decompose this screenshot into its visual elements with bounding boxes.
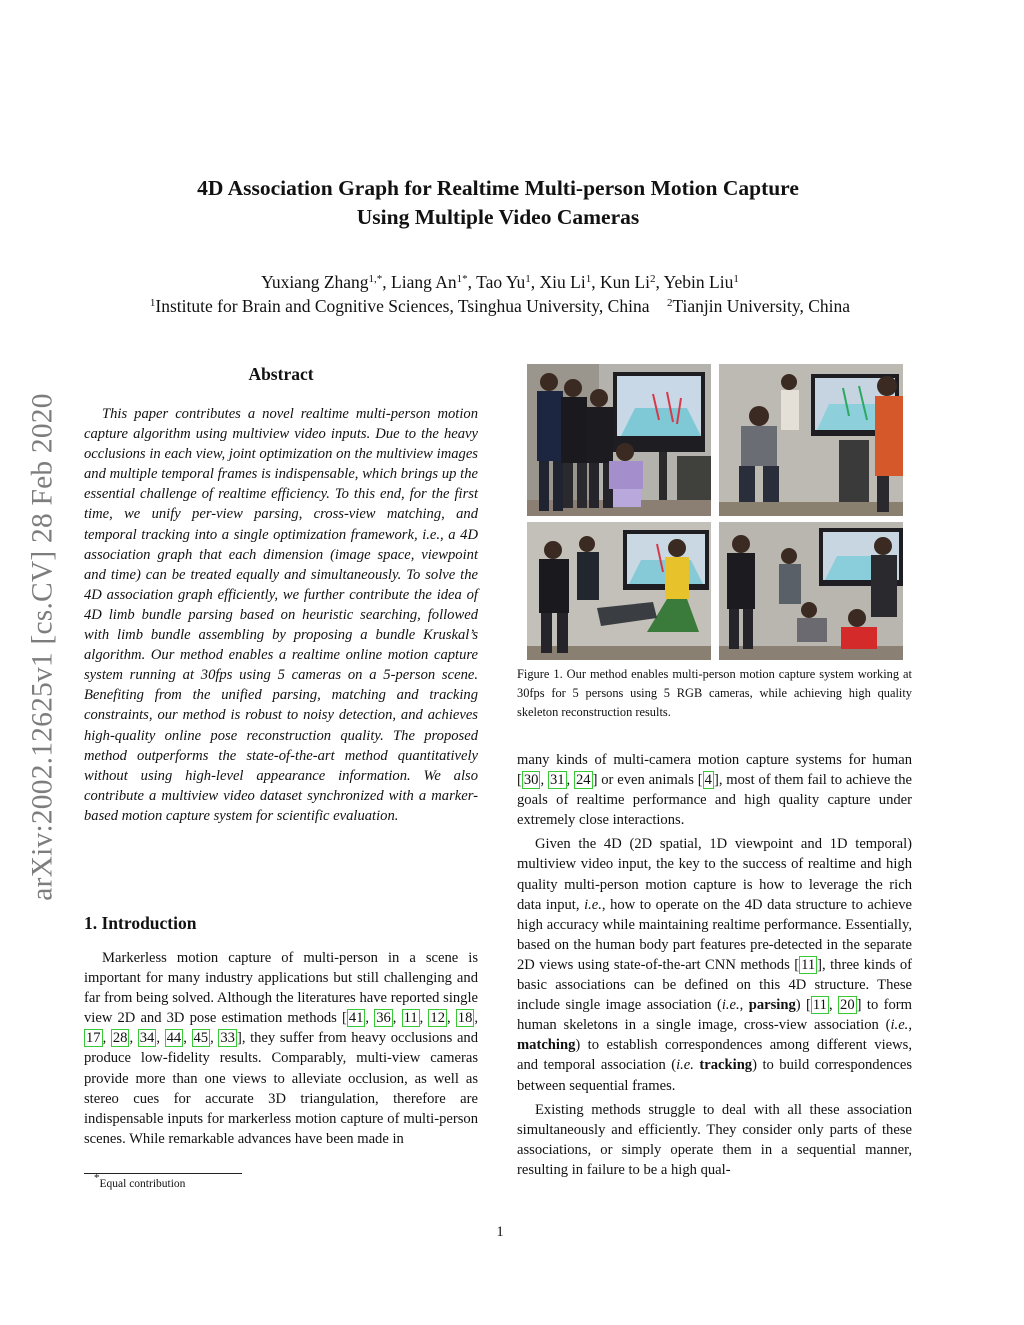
body-text: many kinds of multi-camera motion capture systems for human [ <box>517 752 912 789</box>
citation-link[interactable]: 31 <box>549 772 565 789</box>
citation-link[interactable]: 11 <box>812 997 827 1014</box>
footnote-rule <box>84 1173 242 1174</box>
citation-link[interactable]: 11 <box>801 956 816 973</box>
author-sup: 1 <box>733 273 739 285</box>
footnote <box>84 1172 186 1190</box>
author-block <box>60 270 940 318</box>
citation-link[interactable]: 24 <box>576 772 591 789</box>
body-text: ) [ <box>795 997 811 1014</box>
body-text: Given the 4D (2D spatial, 1D viewpoint and 1D temporal) multiview video input, the key to the success of realtime and high quality multi-person motion capture is how to leverage the rich data input, <box>517 836 912 913</box>
body-text: matching <box>517 1037 576 1054</box>
intro-paragraph: Markerless motion capture of multi-person in a scene is important for many industry applications but still challenging and far from being solved. Although the literatures have reported single view 2D and 3D pose estimation methods [ 41 , 36 , 11 , 12 , 18 , 17 , 28 , 34 , 44 , 45 , 33 ], they suffer from heavy occlusions and produce low-fidelity results. Comparably, multi-view cameras provide more than one views to alleviate occlusion, as well as stereo cues for accurate 3D triangulation, therefore are indispensable inputs for markerless motion capture of multi-person scenes. While remarkable advances have been made in <box>84 950 479 1147</box>
citation-link[interactable]: 11 <box>403 1010 418 1027</box>
body-text: i.e. <box>584 896 602 913</box>
arxiv-stamp-text: arXiv:2002.12625v1 [cs.CV] 28 Feb 2020 <box>26 393 59 901</box>
body-text: , <box>908 1017 912 1034</box>
citation-link[interactable]: 36 <box>376 1010 391 1027</box>
body-text: i.e. <box>676 1057 694 1074</box>
body-text: ], most of them fail to achieve the goals of realtime performance and high quality capture under extremely close interactions. <box>517 772 913 829</box>
body-text: tracking <box>699 1057 753 1074</box>
citation-link[interactable]: 30 <box>523 772 539 789</box>
citation-link[interactable]: 33 <box>220 1030 235 1047</box>
citation-link[interactable]: 17 <box>86 1030 101 1047</box>
author-name: Yuxiang Zhang <box>261 272 369 292</box>
figure-photo-2 <box>719 364 903 516</box>
author-sup: 1,* <box>368 273 383 285</box>
body-text: ] or even animals [ <box>592 772 703 789</box>
right-column <box>517 750 912 1184</box>
intro-text: Markerless motion capture of multi-person in a scene is important for many industry applications but still challenging and far from being solved. Although the literatures have reported single view 2D and 3D pose estimation methods [ <box>84 950 478 1027</box>
affiliation-2: Tianjin University, China <box>672 296 851 316</box>
author-name: Tao Yu <box>476 272 526 292</box>
right-paragraph-2: Given the 4D (2D spatial, 1D viewpoint and 1D temporal) multiview video input, the key to the success of realtime and high quality multi-person motion capture is how to leverage the rich data input, i.e., how to operate on the 4D data structure to achieve high accuracy while maintaining realtime performance. Essentially, based on the human body part features pre-detected in the separate 2D views using state-of-the-art CNN methods [ 11 ], three kinds of basic associations can be defined on this 4D structure. These include single image association (i.e., parsing) [ 11 , 20 ] to form human skeletons in a single image, cross-view association (i.e., matching) to establish correspondences among different views, and temporal association (i.e. tracking) to build correspondences between sequential frames. <box>517 836 913 1094</box>
figure-photo-4 <box>719 522 903 660</box>
citation-link[interactable]: 18 <box>457 1010 473 1027</box>
citation-link[interactable]: 45 <box>193 1030 209 1047</box>
author-name: Kun Li <box>599 272 651 292</box>
right-paragraph-1: many kinds of multi-camera motion capture systems for human [ 30 , 31 , 24 ] or even animals [ 4 ], most of them fail to achieve the goals of realtime performance and high quality capture under extremely close interactions. <box>517 752 913 829</box>
title-line-2: Using Multiple Video Cameras <box>356 205 640 229</box>
author-name: Yebin Liu <box>663 272 734 292</box>
citation-link[interactable]: 20 <box>840 997 855 1014</box>
body-text: parsing <box>748 997 796 1014</box>
author-sup: 1 <box>585 273 592 285</box>
right-paragraph-3: Existing methods struggle to deal with all these association simultaneously and efficiently. They consider only parts of these associations, or simply operate them in a sequential manner, resulting in failure to be a high qual- <box>517 1101 912 1178</box>
author-name: Liang An <box>391 272 457 292</box>
figure-photo-1 <box>527 364 711 516</box>
citation-link[interactable]: 28 <box>112 1030 128 1047</box>
body-text: ], three kinds of basic associations can be defined on this 4D structure. These include single image association ( <box>517 956 912 1014</box>
figure-caption: Figure 1. Our method enables multi-person motion capture system working at 30fps for 5 persons using 5 RGB cameras, while achieving high quality skeleton reconstruction results. <box>517 667 912 719</box>
body-text: ] to form human skeletons in a single image, cross-view association ( <box>517 997 913 1034</box>
citation-link[interactable]: 34 <box>139 1030 155 1047</box>
body-text: i.e. <box>721 997 740 1014</box>
affiliations <box>60 294 940 318</box>
author-sup: 1* <box>456 273 468 285</box>
body-text: , how to operate on the 4D data structure to achieve high accuracy while maintaining realtime performance. Essentially, based on the human body part features pre-detected in the separate 2D views using state-of-the-art CNN methods [ <box>517 896 912 973</box>
affiliation-sup: 1 <box>149 297 156 309</box>
paper-title <box>98 174 898 232</box>
author-sup: 1 <box>525 273 531 285</box>
author-names: Yuxiang Zhang$^{1,*}$, Liang $An^{1*}$, Tao Yu$^1$, Xiu Li$^1$, Kun Li$^2$, Yebin Liu$^1$ <box>261 272 739 292</box>
footnote-mark: * <box>94 1172 100 1184</box>
page-number: 1 <box>496 1224 504 1240</box>
body-text: ) to establish correspondences among different views, and temporal association ( <box>517 1037 912 1074</box>
body-text: ) to build correspondences between sequential frames. <box>517 1057 912 1094</box>
citation-link[interactable]: 12 <box>430 1010 446 1027</box>
affiliation-sup: 2 <box>666 297 673 309</box>
body-text: , <box>739 997 749 1014</box>
figure-photo-3 <box>527 522 711 660</box>
author-sup: 2 <box>650 273 656 285</box>
body-text: i.e. <box>890 1017 909 1034</box>
citation-link[interactable]: 41 <box>348 1010 364 1027</box>
affiliation-1: Institute for Brain and Cognitive Sciences, Tsinghua University, China <box>155 296 650 316</box>
intro-heading: 1. Introduction <box>84 913 197 933</box>
footnote-text: Equal contribution <box>99 1178 186 1190</box>
abstract-heading: Abstract <box>248 364 314 384</box>
abstract-text: This paper contributes a novel realtime multi-person motion capture algorithm using multiview video inputs. Due to the heavy occlusions in each view, joint optimization on the multiview images and multiple temporal frames is indispensable, which brings up the essential challenge of realtime efficiency. To this end, for the first time, we unify per-view parsing, cross-view matching, and temporal tracking into a single optimization framework, i.e., a 4D association graph that each dimension (image space, viewpoint and time) can be treated equally and simultaneously. To solve the 4D association graph efficiently, we further contribute the idea of 4D limb bundle parsing based on heuristic searching, followed with limb bundle assembling by proposing a bundle Kruskal’s algorithm. Our method enables a realtime online motion capture system running at 30fps using 5 cameras on a 5-person scene. Benefiting from the unified parsing, matching and tracking constraints, our method is robust to noisy detection, and achieves high-quality online pose reconstruction quality. The proposed method outperforms the state-of-the-art method quantitatively without using high-level appearance information. We also contribute a multiview video dataset synchronized with a marker-based motion capture system for scientific evaluation. <box>84 406 478 824</box>
citation-link[interactable]: 44 <box>166 1030 182 1047</box>
title-line-1: 4D Association Graph for Realtime Multi-person Motion Capture <box>197 176 799 200</box>
intro-text: ], they suffer from heavy occlusions and produce low-fidelity results. Comparably, multi-view cameras provide more than one views to alleviate occlusion, as well as stereo cues for accurate 3D triangulation, therefore are indispensable inputs for markerless motion capture of multi-person scenes. While remarkable advances have been made in <box>84 1030 479 1147</box>
citation-link[interactable]: 4 <box>704 772 712 789</box>
author-name: Xiu Li <box>539 272 586 292</box>
